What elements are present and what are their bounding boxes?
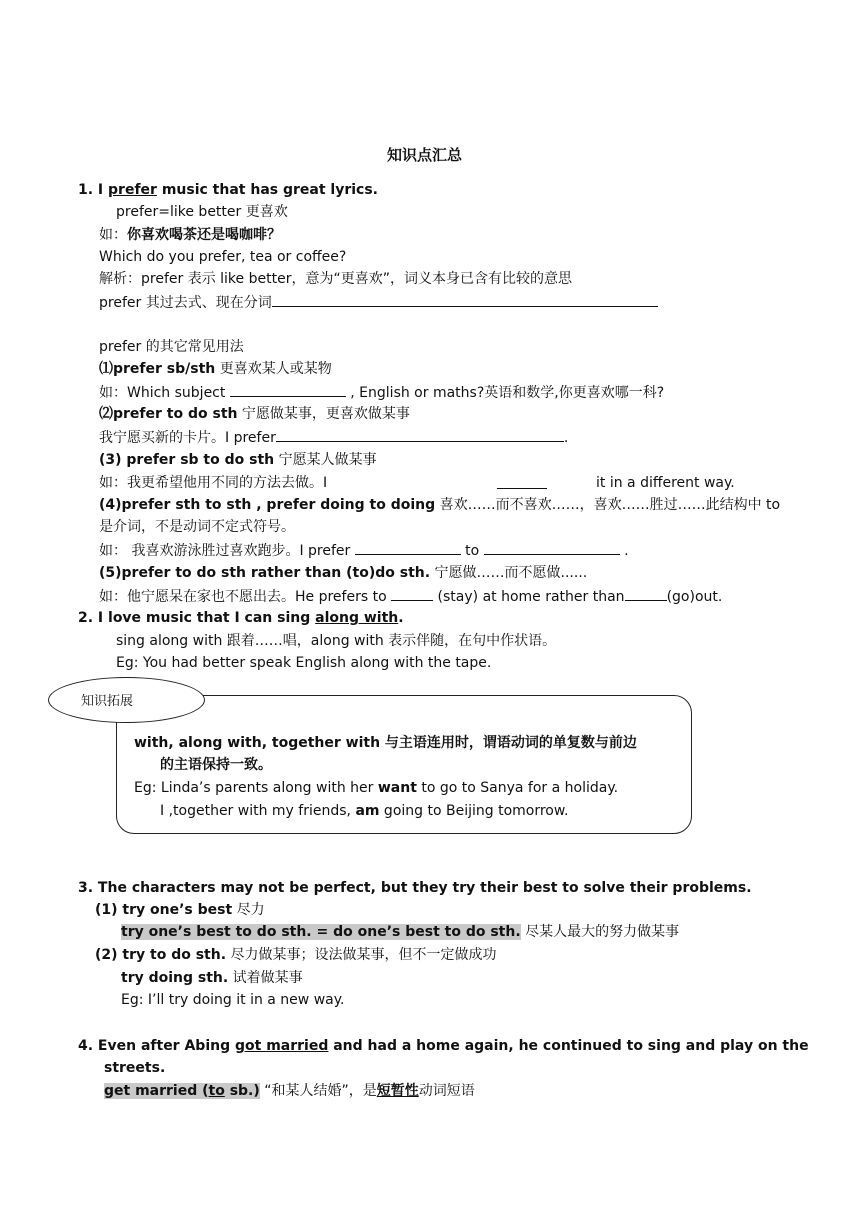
usage-3-example: 如：我更希望他用不同的方法去做。I — [99, 475, 328, 491]
example-cn: 如：你喜欢喝茶还是喝咖啡？ — [99, 227, 281, 243]
section-2-note: sing along with 跟着……唱，along with 表示伴随，在句中作状语。 — [116, 633, 557, 649]
forms-line: prefer 其过去式、现在分词 — [99, 292, 658, 313]
get-married-phrase: get married (to sb.) “和某人结婚”，是短暂性动词短语 — [104, 1083, 475, 1099]
answer-blank[interactable] — [484, 540, 620, 555]
prefer-definition: prefer=like better 更喜欢 — [116, 204, 288, 220]
box-rule-cont: 的主语保持一致。 — [160, 757, 272, 773]
phrase-2b: try doing sth. 试着做某事 — [121, 970, 303, 986]
knowledge-bubble: 知识拓展 — [48, 677, 205, 723]
phrase-2: (2) try to do sth. 尽力做某事；设法做某事，但不一定做成功 — [95, 947, 497, 963]
usage-1-example: 如：Which subject , English or maths?英语和数学,你更喜欢哪一科? — [99, 382, 664, 403]
usage-3: (3) prefer sb to do sth 宁愿某人做某事 — [99, 452, 377, 468]
box-example-2: I ,together with my friends, am going to Beijing tomorrow. — [160, 803, 569, 819]
section-1-heading: 1. I prefer music that has great lyrics. — [78, 182, 378, 198]
phrase-1: (1) try one’s best 尽力 — [95, 902, 265, 918]
answer-blank[interactable] — [391, 586, 433, 601]
phrase-1-highlight: try one’s best to do sth. = do one’s best to do sth. 尽某人最大的努力做某事 — [121, 924, 680, 940]
answer-blank[interactable] — [230, 382, 346, 397]
usage-3-example-end: it in a different way. — [596, 475, 735, 491]
usage-4-cont: 是介词，不是动词不定式符号。 — [99, 519, 295, 535]
usage-4-example: 如： 我喜欢游泳胜过喜欢跑步。I prefer to . — [99, 540, 629, 561]
section-2-example: Eg: You had better speak English along with the tape. — [116, 655, 492, 671]
other-usage: prefer 的其它常见用法 — [99, 339, 244, 355]
answer-blank[interactable] — [625, 586, 667, 601]
answer-blank[interactable] — [272, 292, 658, 307]
phrase-2-example: Eg: I’ll try doing it in a new way. — [121, 992, 345, 1008]
box-rule: with, along with, together with 与主语连用时，谓语动词的单复数与前边 — [134, 735, 637, 751]
section-4-heading: 4. Even after Abing got married and had a home again, he continued to sing and play on the — [78, 1038, 809, 1054]
box-example-1: Eg: Linda’s parents along with her want to go to Sanya for a holiday. — [134, 780, 619, 796]
example-en: Which do you prefer, tea or coffee? — [99, 249, 347, 265]
section-4-heading-cont: streets. — [104, 1060, 166, 1076]
section-2-heading: 2. I love music that I can sing along with. — [78, 610, 404, 626]
section-3-heading: 3. The characters may not be perfect, but they try their best to solve their problems. — [78, 880, 752, 896]
usage-1: ⑴prefer sb/sth 更喜欢某人或某物 — [99, 361, 332, 377]
usage-2: ⑵prefer to do sth 宁愿做某事，更喜欢做某事 — [99, 406, 410, 422]
usage-5-example: 如：他宁愿呆在家也不愿出去。He prefers to (stay) at home rather than (go)out. — [99, 586, 722, 607]
usage-4: (4)prefer sth to sth , prefer doing to doing 喜欢……而不喜欢……，喜欢……胜过……此结构中 to — [99, 497, 781, 513]
page-title: 知识点汇总 — [387, 146, 463, 164]
usage-5: (5)prefer to do sth rather than (to)do sth. 宁愿做……而不愿做...... — [99, 565, 588, 581]
answer-blank[interactable] — [355, 540, 461, 555]
analysis: 解析：prefer 表示 like better，意为“更喜欢”，词义本身已含有比较的意思 — [99, 271, 572, 287]
answer-blank[interactable] — [276, 427, 564, 442]
answer-blank[interactable] — [497, 474, 547, 489]
usage-2-example: 我宁愿买新的卡片。I prefer . — [99, 427, 568, 448]
keyword-prefer: prefer — [108, 182, 157, 198]
